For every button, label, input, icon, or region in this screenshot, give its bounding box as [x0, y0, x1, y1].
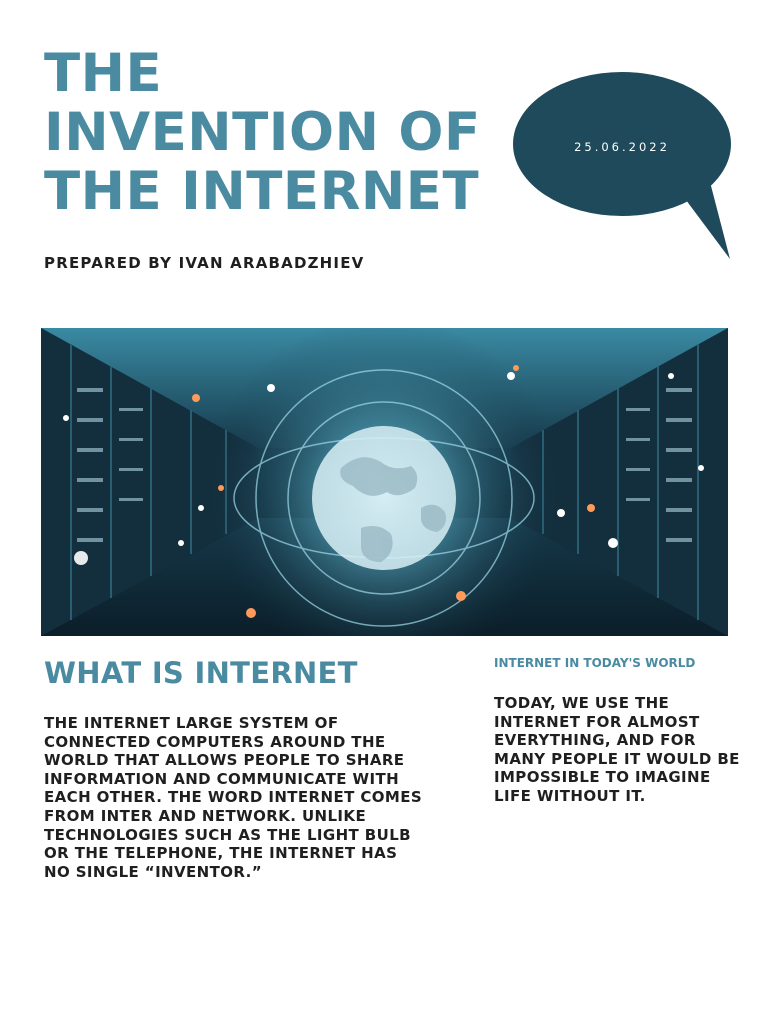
- section-body-internet-today: TODAY, WE USE THE INTERNET FOR ALMOST EVERYTHING, AND FOR MANY PEOPLE IT WOULD BE IMPOSSIBLE TO IMAGINE LIFE WITHOUT IT.: [494, 694, 740, 805]
- author-line: PREPARED BY IVAN ARABADZHIEV: [44, 254, 365, 272]
- section-heading-what-is-internet: WHAT IS INTERNET: [44, 656, 358, 690]
- section-body-what-is-internet: THE INTERNET LARGE SYSTEM OF CONNECTED COMPUTERS AROUND THE WORLD THAT ALLOWS PEOPLE TO SHARE INFORMATION AND COMMUNICATE WITH EACH OTHER. THE WORD INTERNET COMES FROM INTER AND NETWORK. UNLIKE TECHNOLOGIES SUCH AS THE LIGHT BULB OR THE TELEPHONE, THE INTERNET HAS NO SINGLE “INVENTOR.”: [44, 714, 423, 881]
- date-text: 25.06.2022: [574, 140, 670, 154]
- speech-bubble-icon: [510, 62, 750, 262]
- date-speech-bubble: [510, 62, 750, 262]
- hero-image: [41, 328, 728, 636]
- section-heading-internet-today: INTERNET IN TODAY'S WORLD: [494, 656, 696, 670]
- server-room-globe-image: [41, 328, 728, 636]
- page-title: THE INVENTION OF THE INTERNET: [44, 43, 481, 222]
